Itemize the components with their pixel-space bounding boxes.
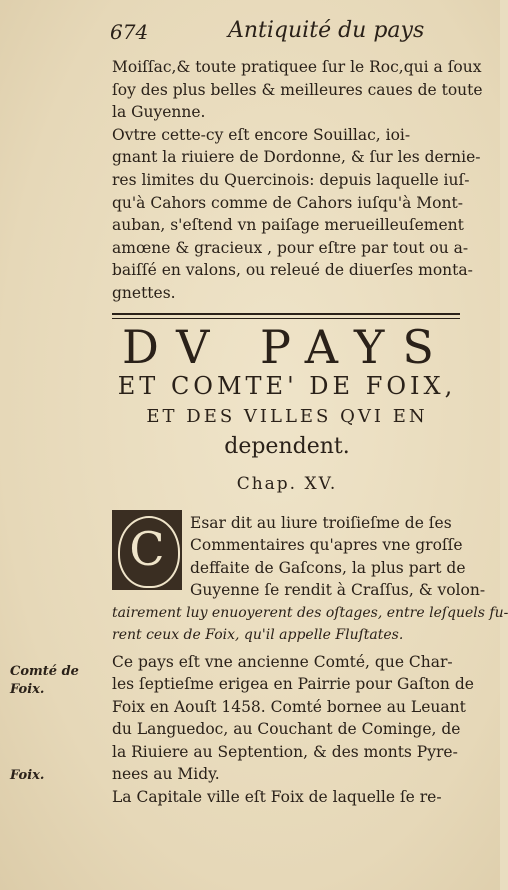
text-line-italic: rent ceux de Foix, qu'il appelle Fluſtates. bbox=[112, 627, 404, 643]
chapter-heading: Chap. XV. bbox=[236, 474, 338, 494]
text-line: La Capitale ville eſt Foix de laquelle ſe re- bbox=[112, 788, 442, 806]
text-line: qu'à Cahors comme de Cahors iuſqu'à Mont- bbox=[112, 194, 463, 212]
margin-note-foix-city: Foix. bbox=[10, 768, 45, 783]
text-line: Guyenne ſe rendit à Craſſus, & volon- bbox=[190, 581, 486, 599]
ornament-rule bbox=[112, 313, 460, 315]
drop-cap-ornament bbox=[112, 510, 182, 590]
running-head: Antiquité du pays bbox=[228, 18, 425, 43]
text-line: la Riuiere au Septention, & des monts Pyre- bbox=[112, 743, 458, 761]
section-title-line1: DV PAYS bbox=[122, 320, 452, 374]
ornament-rule-thin bbox=[112, 318, 460, 319]
text-line: les ſeptieſme erigea en Pairrie pour Gaſton de bbox=[112, 675, 474, 693]
text-line: la Guyenne. bbox=[112, 103, 206, 121]
text-line: Moiſſac,& toute pratiquee ſur le Roc,qui a ſoux bbox=[112, 58, 482, 76]
text-line: gnettes. bbox=[112, 284, 176, 302]
text-line: ſoy des plus belles & meilleures caues de toute bbox=[112, 81, 483, 99]
text-line: Foix en Aouſt 1458. Comté bornee au Leuant bbox=[112, 698, 466, 716]
page-header bbox=[110, 18, 450, 48]
text-line: gnant la riuiere de Dordonne, & ſur les dernie- bbox=[112, 148, 481, 166]
text-line-italic: tairement luy enuoyerent des oſtages, entre leſquels fu- bbox=[112, 605, 508, 621]
text-line: baiſſé en valons, ou releué de diuerſes monta- bbox=[112, 261, 473, 279]
text-line: nees au Midy. bbox=[112, 765, 220, 783]
text-line: Esar dit au liure troiſieſme de ſes bbox=[190, 514, 452, 532]
section-title-line3: ET DES VILLES QVI EN bbox=[146, 406, 428, 427]
text-line: Commentaires qu'apres vne groſſe bbox=[190, 536, 463, 554]
text-line: amœne & gracieux , pour eſtre par tout ou a- bbox=[112, 239, 469, 257]
text-line: du Languedoc, au Couchant de Cominge, de bbox=[112, 720, 461, 738]
text-line: deffaite de Gaſcons, la plus part de bbox=[190, 559, 466, 577]
section-title-line2: ET COMTE' DE FOIX, bbox=[117, 372, 457, 400]
text-line: Ce pays eſt vne ancienne Comté, que Char- bbox=[112, 653, 453, 671]
section-title-line4: dependent. bbox=[224, 434, 350, 459]
margin-note-foix: Foix. bbox=[10, 682, 45, 697]
text-line: auban, s'eſtend vn paiſage merueilleuſement bbox=[112, 216, 464, 234]
text-line: res limites du Quercinois: depuis laquelle iuſ- bbox=[112, 171, 470, 189]
text-line: Ovtre cette-cy eſt encore Souillac, ioi- bbox=[112, 126, 411, 144]
page-number: 674 bbox=[110, 20, 149, 44]
margin-note-comte: Comté de bbox=[10, 664, 79, 679]
drop-cap-letter: C bbox=[129, 522, 165, 576]
